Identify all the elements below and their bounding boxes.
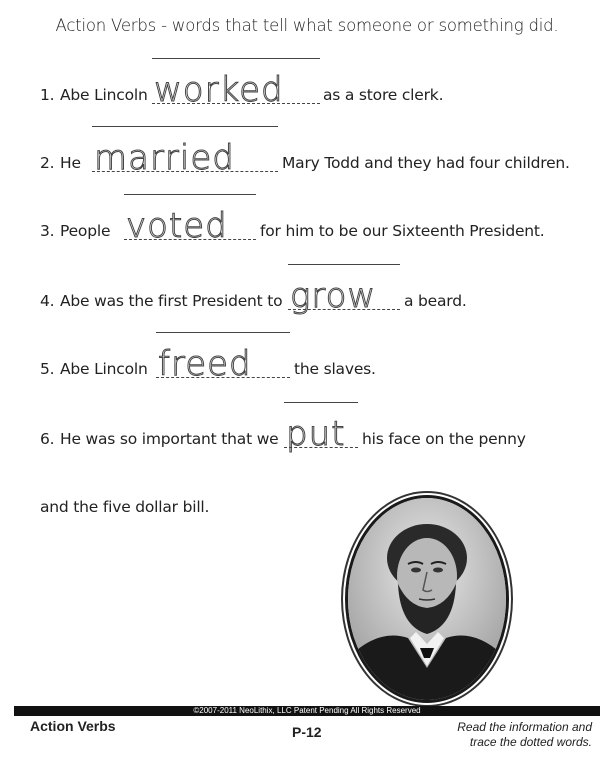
trace-word-box[interactable] (92, 136, 278, 178)
sentence-6-continuation (40, 492, 340, 516)
sentence-number: 1. (40, 86, 55, 104)
instruction-line-2: trace the dotted words. (469, 735, 592, 749)
trace-word-box[interactable] (288, 274, 400, 316)
sentence-after: for him to be our Sixteenth President. (260, 222, 545, 240)
sentence-before: People (60, 222, 111, 240)
trace-word: grow (290, 276, 377, 316)
sentence-1 (40, 70, 600, 110)
trace-word: married (94, 138, 235, 178)
portrait-illustration (348, 498, 506, 700)
trace-word: voted (126, 206, 228, 246)
sentence-number: 2. (40, 154, 55, 172)
sentence-after: as a store clerk. (323, 86, 444, 104)
sentence-after: the slaves. (294, 360, 376, 378)
trace-word: put (286, 414, 346, 454)
lincoln-portrait-image (345, 495, 509, 703)
copyright-bar: ©2007-2011 NeoLithix, LLC Patent Pending All Rights Reserved (14, 706, 600, 716)
trace-word-box[interactable] (124, 204, 256, 246)
sentence-number: 6. (40, 430, 55, 448)
sentence-2 (40, 138, 600, 178)
instruction-line-1: Read the information and (457, 720, 592, 734)
trace-word-box[interactable] (156, 342, 290, 384)
sentence-5 (40, 344, 600, 384)
sentence-4 (40, 276, 600, 316)
continuation-text: and the five dollar bill. (40, 498, 210, 516)
sentence-before: He (60, 154, 81, 172)
sentence-number: 5. (40, 360, 55, 378)
trace-word-box[interactable] (152, 68, 320, 110)
trace-word: freed (158, 344, 252, 384)
sentence-before: He was so important that we (60, 430, 279, 448)
sentence-before: Abe Lincoln (60, 86, 148, 104)
sentence-after: Mary Todd and they had four children. (282, 154, 570, 172)
footer-instructions (457, 720, 592, 750)
worksheet-title: Action Verbs - words that tell what someone or something did. (55, 16, 559, 35)
sentence-6 (40, 414, 600, 454)
sentence-before: Abe Lincoln (60, 360, 148, 378)
trace-word-box[interactable] (284, 412, 358, 454)
sentence-number: 3. (40, 222, 55, 240)
footer-topic: Action Verbs (30, 718, 116, 734)
sentence-number: 4. (40, 292, 55, 310)
sentence-after: a beard. (404, 292, 467, 310)
page-number: P-12 (292, 724, 322, 740)
trace-word: worked (154, 70, 284, 110)
sentence-after: his face on the penny (362, 430, 526, 448)
sentence-before: Abe was the first President to (60, 292, 283, 310)
sentence-3 (40, 206, 600, 246)
